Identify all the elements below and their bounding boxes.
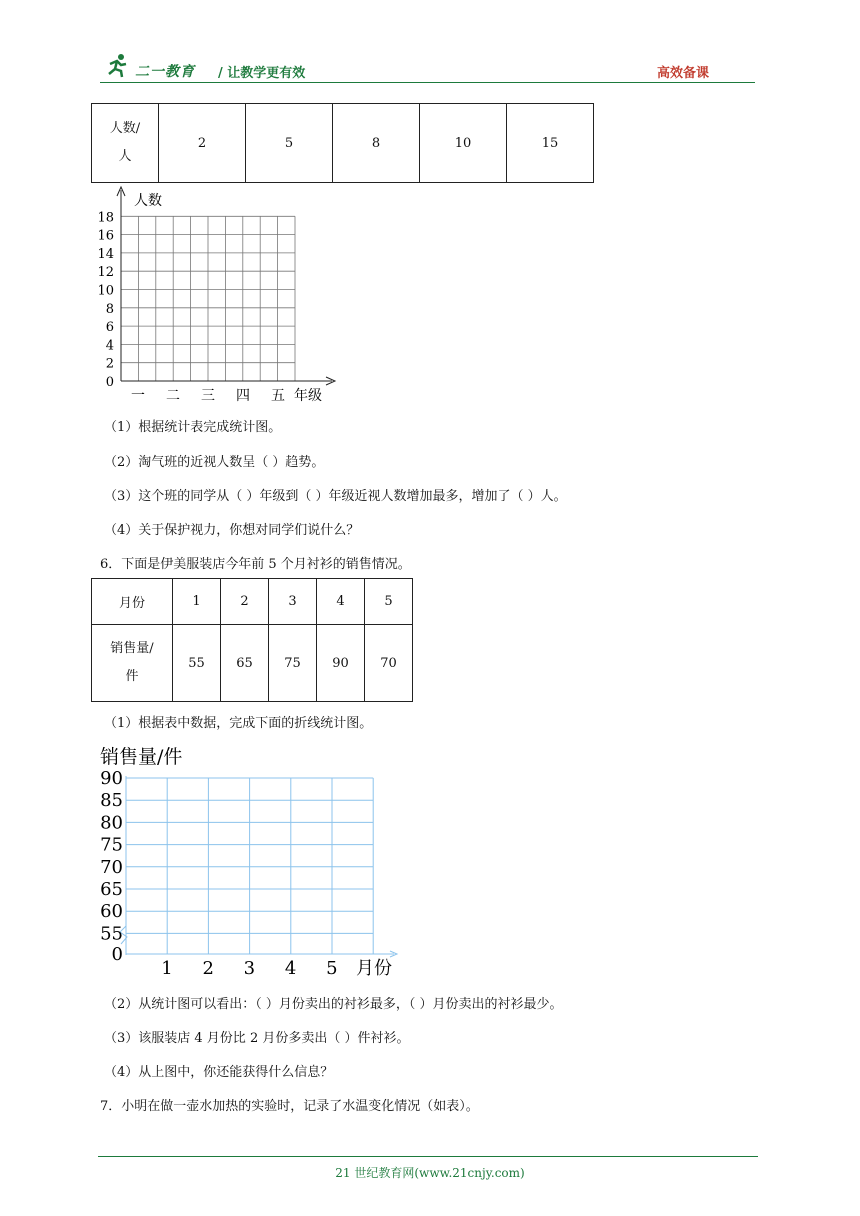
- chart1-xlabel: 年级: [294, 388, 322, 404]
- chart2-xticks: [161, 958, 337, 979]
- chart1-ytick-label: 6: [105, 320, 114, 336]
- chart1-xtick-label: 一: [131, 388, 145, 404]
- chart2-ytick-label: 55: [100, 923, 123, 945]
- table-cell: 55: [173, 625, 221, 702]
- chart2-ytick-label: 75: [100, 834, 123, 856]
- chart2-xlabel: 月份: [356, 958, 392, 979]
- myopia-grid-chart: [88, 184, 348, 406]
- chart2-xtick-label: 4: [284, 958, 297, 979]
- row-label-line2: 人: [118, 149, 132, 164]
- table-cell: 65: [221, 625, 269, 702]
- chart1-xtick-label: 二: [166, 388, 180, 404]
- chart1-xtick-label: 五: [271, 388, 285, 404]
- q7-title: 7．小明在做一壶水加热的实验时，记录了水温变化情况（如表）。: [100, 1099, 479, 1114]
- chart2-ytick-label: 0: [111, 944, 123, 965]
- header-divider: [100, 82, 755, 83]
- header-right-label: 高效备课: [657, 66, 710, 81]
- chart2-ytick-label: 90: [100, 768, 123, 789]
- q6-sub4: （4）从上图中，你还能获得什么信息？: [104, 1065, 334, 1080]
- chart1-ytick-label: 12: [97, 265, 114, 281]
- chart1-xtick-label: 四: [236, 388, 250, 404]
- runner-logo-icon: [104, 52, 130, 78]
- chart2-yticks: [100, 768, 123, 965]
- row-label-cell: [92, 104, 159, 183]
- chart2-xtick-label: 5: [326, 958, 338, 979]
- chart1-ytick-label: 0: [105, 375, 114, 390]
- row-label-line1: 人数/: [109, 121, 141, 136]
- table-cell: 2: [221, 579, 269, 625]
- table-cell: 1: [173, 579, 221, 625]
- table-cell: 15: [507, 104, 594, 183]
- chart1-ytick-label: 2: [105, 356, 114, 372]
- sales-table: [91, 578, 413, 702]
- header-brand: 二一教育: [135, 64, 195, 80]
- footer-divider: [98, 1156, 758, 1157]
- q6-sub1: （1）根据表中数据，完成下面的折线统计图。: [104, 716, 373, 731]
- chart1-ytick-label: 4: [105, 338, 114, 354]
- myopia-table: [91, 103, 594, 183]
- q5-sub4: （4）关于保护视力，你想对同学们说什么？: [104, 523, 360, 538]
- table-cell: 8: [333, 104, 420, 183]
- q5-sub2: （2）淘气班的近视人数呈（ ）趋势。: [104, 455, 325, 470]
- chart1-xticks: [131, 388, 285, 404]
- table-cell: 5: [365, 579, 413, 625]
- table-cell: 5: [246, 104, 333, 183]
- sales-header-month: 月份: [92, 579, 173, 625]
- chart2-ytick-label: 80: [100, 812, 123, 834]
- sales-grid-chart: [94, 740, 404, 982]
- chart1-xtick-label: 三: [201, 388, 215, 404]
- q5-sub3: （3）这个班的同学从（ ）年级到（ ）年级近视人数增加最多，增加了（ ）人。: [104, 489, 567, 504]
- chart1-grid: [121, 216, 295, 381]
- sales-header-quantity: [92, 625, 173, 702]
- chart2-xtick-label: 1: [161, 958, 173, 979]
- chart1-ytick-label: 10: [97, 283, 114, 299]
- table-cell: 4: [317, 579, 365, 625]
- chart2-ytick-label: 85: [100, 790, 123, 812]
- q6-sub3: （3）该服装店 4 月份比 2 月份多卖出（ ）件衬衫。: [104, 1031, 410, 1046]
- chart1-ytick-label: 16: [97, 228, 114, 244]
- q5-sub1: （1）根据统计表完成统计图。: [104, 420, 282, 435]
- table-cell: 70: [365, 625, 413, 702]
- chart1-ytick-label: 14: [97, 246, 114, 262]
- table-cell: 3: [269, 579, 317, 625]
- chart2-grid: [126, 778, 373, 954]
- table-cell: 75: [269, 625, 317, 702]
- q6-title: 6．下面是伊美服装店今年前 5 个月衬衫的销售情况。: [100, 557, 411, 572]
- sales-label-line1: 销售量/: [110, 641, 154, 656]
- chart1-ytick-label: 18: [97, 210, 114, 226]
- chart1-yticks: [97, 210, 114, 390]
- chart2-ytick-label: 65: [100, 879, 123, 900]
- header-slogan: / 让教学更有效: [218, 66, 306, 81]
- chart1-ytick-label: 8: [105, 301, 114, 317]
- chart1-ylabel: 人数: [134, 193, 162, 209]
- footer-text: 21 世纪教育网(www.21cnjy.com): [335, 1166, 525, 1180]
- table-cell: 2: [159, 104, 246, 183]
- q6-sub2: （2）从统计图可以看出：（ ）月份卖出的衬衫最多，（ ）月份卖出的衬衫最少。: [104, 997, 563, 1012]
- chart2-xtick-label: 2: [202, 958, 214, 979]
- chart2-ytick-label: 70: [100, 856, 123, 878]
- chart2-xtick-label: 3: [243, 958, 256, 979]
- sales-label-line2: 件: [125, 669, 139, 684]
- chart2-ytick-label: 60: [100, 901, 123, 923]
- chart2-ylabel: 销售量/件: [100, 746, 183, 768]
- table-cell: 90: [317, 625, 365, 702]
- table-cell: 10: [420, 104, 507, 183]
